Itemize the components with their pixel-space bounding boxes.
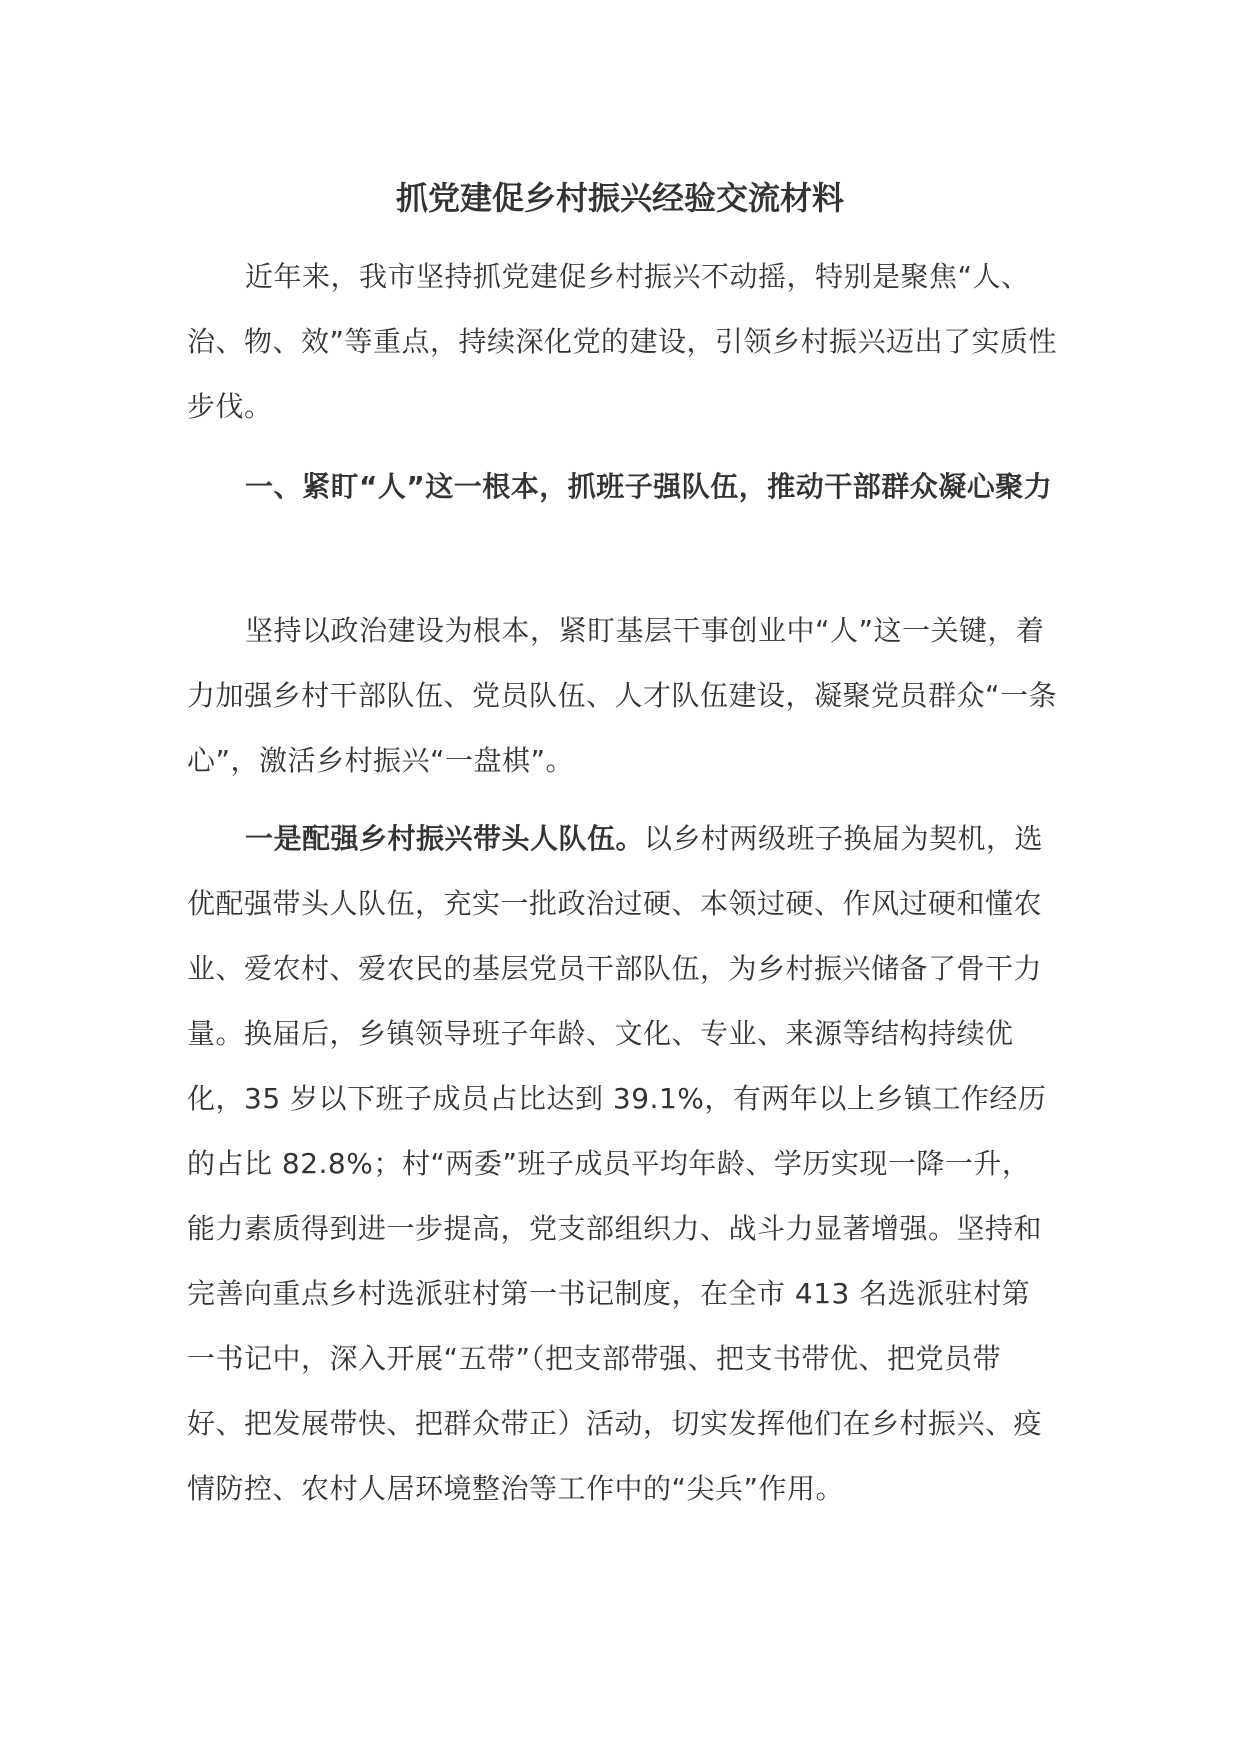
item-lead-text: 一是配强乡村振兴带头人队伍。 xyxy=(245,822,645,855)
intro-paragraph: 近年来，我市坚持抓党建促乡村振兴不动摇，特别是聚焦“人、治、物、效”等重点，持续深化党的建设，引领乡村振兴迈出了实质性步伐。 xyxy=(187,260,1058,423)
item-body-text: 以乡村两级班子换届为契机，选优配强带头人队伍，充实一批政治过硬、本领过硬、作风过硬和懂农业、爱农村、爱农民的基层党员干部队伍，为乡村振兴储备了骨干力量。换届后，乡镇领导班子年龄、文化、专业、来源等结构持续优化，35 岁以下班子成员占比达到 39.1%，有两年以上乡镇工作经历的占比 82.8%；村“两委”班子成员平均年龄、学历实现一降一升，能力素质得到进一步提高，党支部组织力、战斗力显著增强。坚持和完善向重点乡村选派驻村第一书记制度，在全市 413 名选派驻村第一书记中，深入开展“五带”（把支部带强、把支书带优、把党员带好、把发展带快、把群众带正）活动，切实发挥他们在乡村振兴、疫情防控、农村人居环境整治等工作中的“尖兵”作用。 xyxy=(187,822,1047,1505)
section-body-paragraph: 坚持以政治建设为根本，紧盯基层干事创业中“人”这一关键，着力加强乡村干部队伍、党员队伍、人才队伍建设，凝聚党员群众“一条心”，激活乡村振兴“一盘棋”。 xyxy=(187,614,1058,777)
item-paragraph xyxy=(187,806,1057,1521)
document-title: 抓党建促乡村振兴经验交流材料 xyxy=(395,179,844,217)
section-heading: 一、紧盯“人”这一根本，抓班子强队伍，推动干部群众凝心聚力 xyxy=(245,470,1053,503)
